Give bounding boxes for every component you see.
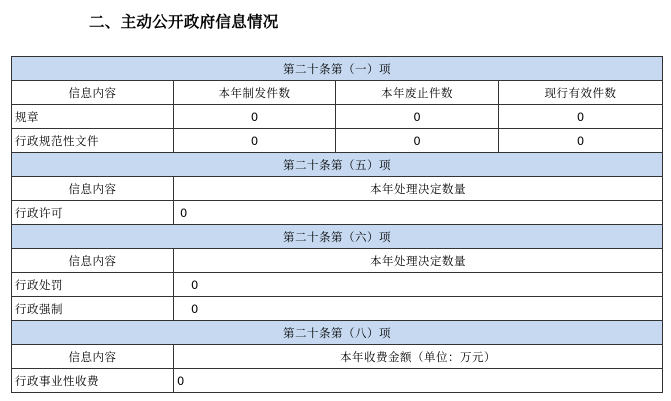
table-cell: 0 <box>174 369 663 393</box>
section1-title: 第二十条第（一）项 <box>12 57 663 81</box>
column-header: 本年处理决定数量 <box>174 177 663 201</box>
table-cell: 0 <box>174 273 663 297</box>
row-label: 行政处罚 <box>12 273 174 297</box>
table-row <box>12 201 663 225</box>
column-header: 本年废止件数 <box>336 81 499 105</box>
table-row <box>12 105 663 129</box>
table-cell: 0 <box>499 129 663 153</box>
column-header-row <box>12 345 663 369</box>
table-row <box>12 297 663 321</box>
table-cell: 0 <box>174 297 663 321</box>
row-label: 行政许可 <box>12 201 174 225</box>
table-row <box>12 273 663 297</box>
section4-title: 第二十条第（八）项 <box>12 321 663 345</box>
section2-title: 第二十条第（五）项 <box>12 153 663 177</box>
section3-title: 第二十条第（六）项 <box>12 225 663 249</box>
table-cell: 0 <box>174 105 336 129</box>
column-header-row <box>12 81 663 105</box>
table-cell: 0 <box>336 105 499 129</box>
column-header-row <box>12 177 663 201</box>
table-cell: 0 <box>174 201 663 225</box>
column-header: 信息内容 <box>12 345 174 369</box>
column-header: 本年制发件数 <box>174 81 336 105</box>
row-label: 行政强制 <box>12 297 174 321</box>
section-header-row <box>12 225 663 249</box>
table-row <box>12 129 663 153</box>
row-label: 行政规范性文件 <box>12 129 174 153</box>
table-row <box>12 369 663 393</box>
column-header-row <box>12 249 663 273</box>
page-heading: 二、主动公开政府信息情况 <box>89 13 279 31</box>
column-header: 信息内容 <box>12 81 174 105</box>
table-cell: 0 <box>174 129 336 153</box>
column-header: 信息内容 <box>12 177 174 201</box>
section-header-row <box>12 153 663 177</box>
section-header-row <box>12 57 663 81</box>
table-cell: 0 <box>336 129 499 153</box>
section-header-row <box>12 321 663 345</box>
row-label: 行政事业性收费 <box>12 369 174 393</box>
column-header: 本年收费金额（单位：万元） <box>174 345 663 369</box>
disclosure-table <box>11 56 663 393</box>
column-header: 信息内容 <box>12 249 174 273</box>
column-header: 现行有效件数 <box>499 81 663 105</box>
column-header: 本年处理决定数量 <box>174 249 663 273</box>
table-cell: 0 <box>499 105 663 129</box>
row-label: 规章 <box>12 105 174 129</box>
